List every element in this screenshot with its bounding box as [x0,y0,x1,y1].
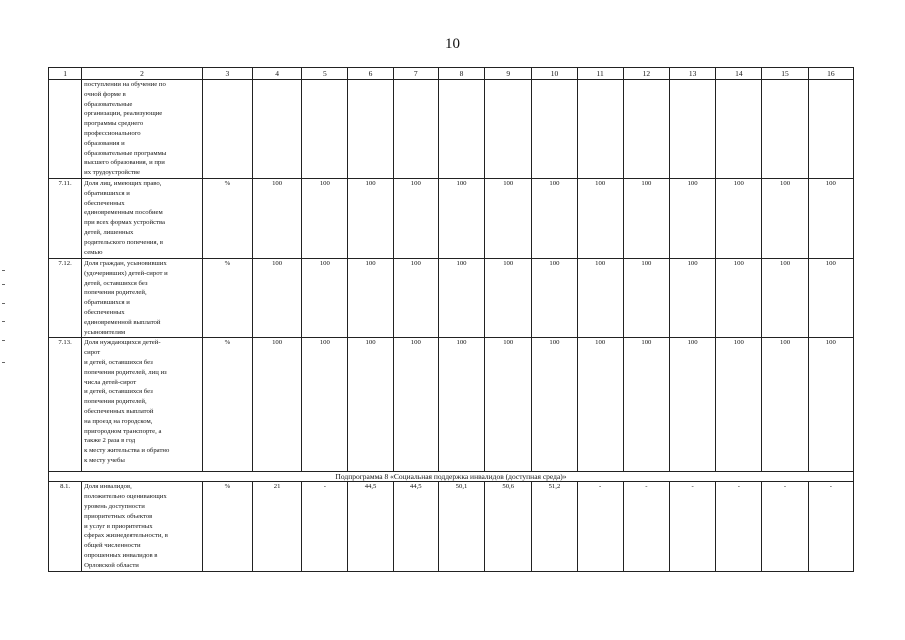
indicator-name-line: профессионального [84,129,141,137]
value-cell: 100 [623,258,669,337]
column-header: 8 [438,68,484,80]
indicator-name [82,258,203,337]
indicators-table [48,67,854,572]
page-number: 10 [445,36,460,52]
value-cell [623,80,669,179]
row-number: 8.1. [49,482,82,572]
value-cell: 100 [348,178,393,258]
value-cell: 100 [808,338,853,472]
value-cell [577,80,623,179]
indicator-name-line: (удочеривших) детей-сирот и [84,269,168,277]
value-cell [252,80,301,179]
indicator-name-line: сферах жизнедеятельности, в [84,532,168,540]
indicator-name-line: попечения родителей, [84,289,147,297]
column-header: 1 [49,68,82,80]
indicator-name-line: организации, реализующие [84,110,163,118]
unit-cell: % [202,258,252,337]
value-cell: 100 [438,258,484,337]
value-cell [485,80,532,179]
value-cell: 100 [577,258,623,337]
indicator-name-line: общей численности [84,542,141,550]
table-row [49,482,854,572]
table-row [49,258,854,337]
value-cell: 100 [348,338,393,472]
value-cell: - [577,482,623,572]
value-cell: 100 [302,178,348,258]
indicator-name-line: обратившихся и [84,299,130,307]
unit-cell: % [202,338,252,472]
column-header: 4 [252,68,301,80]
section-row [49,472,854,482]
indicator-name-line: и услуг в приоритетных [84,522,153,530]
value-cell: 100 [623,338,669,472]
indicator-name-line: к месту учебы [84,456,125,464]
indicator-name-line: образовательные [84,100,133,108]
column-header: 3 [202,68,252,80]
value-cell [762,80,808,179]
value-cell: 100 [716,338,762,472]
value-cell: 100 [623,178,669,258]
value-cell: 100 [532,258,577,337]
indicator-name-line: и детей, оставшихся без [84,358,153,366]
value-cell [532,80,577,179]
row-number: 7.12. [49,258,82,337]
indicator-name-line: Орловской области [84,561,139,569]
value-cell: 100 [485,338,532,472]
indicator-name-line: единовременной выплатой [84,318,161,326]
column-header: 5 [302,68,348,80]
value-cell: 100 [393,178,438,258]
value-cell: 100 [669,258,715,337]
table-row [49,80,854,179]
indicator-name-line: при всех формах устройства [84,219,165,227]
indicator-name-line: детей, оставшихся без [84,279,148,287]
value-cell: - [623,482,669,572]
indicator-name [82,338,203,472]
table-row [49,178,854,258]
indicator-name-line: образования и [84,139,125,147]
row-number: 7.11. [49,178,82,258]
row-number: 7.13. [49,338,82,472]
indicator-name-line: к месту жительства и обратно [84,447,170,455]
value-cell: 100 [577,178,623,258]
indicator-name-line: обратившихся и [84,189,130,197]
header-row [49,68,854,80]
indicator-name-line: обеспеченных выплатой [84,407,154,415]
value-cell: 100 [438,178,484,258]
value-cell: - [808,482,853,572]
value-cell: 100 [762,178,808,258]
value-cell: 50,6 [485,482,532,572]
value-cell: 100 [577,338,623,472]
indicator-name-line: приоритетных объектов [84,512,153,520]
value-cell: 100 [716,258,762,337]
indicator-name-line: попечения родителей, лиц из [84,368,167,376]
column-header: 12 [623,68,669,80]
value-cell: 100 [716,178,762,258]
column-header: 2 [82,68,203,80]
column-header: 11 [577,68,623,80]
indicator-name-line: единовременным пособием [84,209,163,217]
value-cell: 100 [762,338,808,472]
value-cell: 44,5 [393,482,438,572]
value-cell: 100 [393,258,438,337]
indicator-name-line: и детей, оставшихся без [84,388,153,396]
column-header: 16 [808,68,853,80]
value-cell: 21 [252,482,301,572]
value-cell: - [762,482,808,572]
value-cell: 100 [252,178,301,258]
indicator-name-line: высшего образования, и при [84,159,165,167]
indicator-name-line: обеспеченных [84,308,125,316]
value-cell [393,80,438,179]
indicator-name-line: Доля лиц, имеющих право, [84,179,162,187]
indicator-name-line: Доля инвалидов, [84,483,132,491]
value-cell: 50,1 [438,482,484,572]
column-header: 13 [669,68,715,80]
value-cell [348,80,393,179]
value-cell: 100 [669,178,715,258]
table-row [49,338,854,472]
value-cell: 100 [252,258,301,337]
indicator-name-line: пригородном транспорте, а [84,427,162,435]
indicator-name-line: усыновителям [84,328,126,336]
value-cell: - [669,482,715,572]
indicator-name-line: их трудоустройстве [84,169,140,177]
indicator-name-line: опрошенных инвалидов в [84,551,158,559]
column-header: 9 [485,68,532,80]
unit-cell: % [202,178,252,258]
indicator-name-line: очной форме в [84,90,126,98]
column-header: 14 [716,68,762,80]
column-header: 7 [393,68,438,80]
indicator-name-line: детей, лишенных [84,228,134,236]
column-header: 10 [532,68,577,80]
value-cell: - [302,482,348,572]
value-cell: 100 [348,258,393,337]
value-cell: 100 [808,258,853,337]
value-cell: 100 [485,258,532,337]
indicator-name-line: числа детей-сирот [84,378,137,386]
scan-edge-marks [2,270,5,390]
value-cell [716,80,762,179]
value-cell: 100 [669,338,715,472]
column-header: 6 [348,68,393,80]
value-cell: 100 [532,178,577,258]
value-cell: 100 [485,178,532,258]
value-cell: 44,5 [348,482,393,572]
indicator-name-line: обеспеченных [84,199,125,207]
indicator-name-line: также 2 раза в год [84,437,136,445]
value-cell [669,80,715,179]
column-header: 15 [762,68,808,80]
value-cell: 51,2 [532,482,577,572]
value-cell [438,80,484,179]
value-cell [302,80,348,179]
value-cell: 100 [302,258,348,337]
indicator-name-line: попечения родителей, [84,398,147,406]
indicator-name [82,80,203,179]
indicator-name-line: сирот [84,349,101,357]
value-cell: 100 [762,258,808,337]
indicator-name [82,482,203,572]
indicator-name-line: уровень доступности [84,502,145,510]
indicator-name-line: образовательные программы [84,149,167,157]
unit-cell [202,80,252,179]
value-cell: 100 [252,338,301,472]
value-cell: - [716,482,762,572]
value-cell: 100 [393,338,438,472]
indicator-name-line: поступлении на обучение по [84,81,166,88]
indicator-name-line: семью [84,248,103,256]
value-cell: 100 [808,178,853,258]
indicator-name-line: положительно оценивающих [84,493,167,501]
indicator-name [82,178,203,258]
indicator-name-line: на проезд на городском, [84,417,153,425]
value-cell: 100 [438,338,484,472]
unit-cell: % [202,482,252,572]
indicator-name-line: Доля нуждающихся детей- [84,339,161,347]
indicator-name-line: Доля граждан, усыновивших [84,259,167,267]
value-cell: 100 [302,338,348,472]
indicator-name-line: программы среднего [84,120,144,128]
section-title: Подпрограмма 8 «Социальная поддержка инвалидов (доступная среда)» [49,472,854,482]
value-cell: 100 [532,338,577,472]
value-cell [808,80,853,179]
row-number [49,80,82,179]
indicator-name-line: родительского попечения, в [84,238,164,246]
